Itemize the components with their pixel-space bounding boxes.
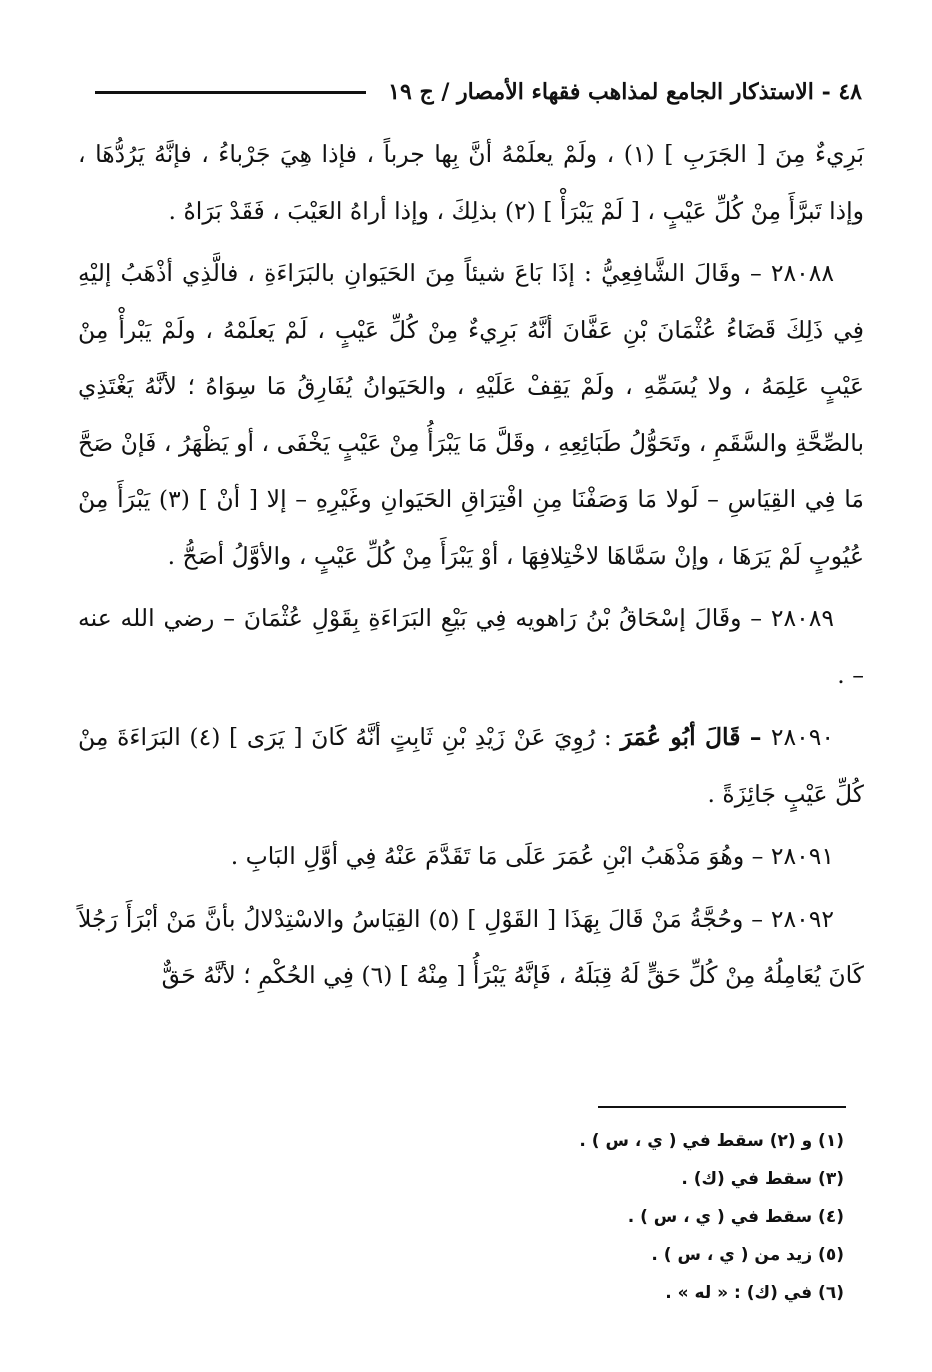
paragraph-28089 (78, 590, 864, 703)
footnote-separator (598, 1106, 846, 1108)
paragraph-28090 (78, 709, 864, 822)
footnote-item: (٥) زيد من ( ي ، س ) . (651, 1245, 844, 1265)
footnote-item: (٤) سقط في ( ي ، س ) . (627, 1207, 844, 1227)
paragraph-28088 (78, 245, 864, 584)
paragraph-number: ٢٨٠٨٩ (770, 604, 834, 632)
footnote-item: (١) و (٢) سقط في ( ي ، س ) . (579, 1131, 844, 1151)
header-rule (95, 91, 366, 94)
footnote-item: (٣) سقط في (ك) . (681, 1169, 844, 1189)
paragraph-text: – وقَالَ إسْحَاقُ بْنُ رَاهويه فِي بَيْعِ البَرَاءَةِ بِقَوْلِ عُثْمَانَ – رضي الله عنه – . (78, 604, 864, 689)
paragraph-text: بَرِيءٌ مِنَ [ الجَرَبِ ] (١) ، ولَمْ يعلَمْهُ أنَّ بِها جرباً ، فإذا هِيَ جَرْباءُ ، فإنَّهُ يَرُدُّهَا ، وإذا تَبرَّأَ مِنْ كُلِّ عَيْبٍ ، [ لَمْ يَبْرَأْ ] (٢) بذلِكَ ، وإذا أراهُ العَيْبَ ، فَقَدْ بَرَاهُ . (78, 140, 864, 225)
speaker-lead: – قَالَ أبُو عُمَرَ (620, 723, 771, 751)
paragraph-number: ٢٨٠٩٠ (770, 723, 835, 751)
paragraph-28091 (78, 828, 864, 885)
paragraph-28092 (78, 891, 864, 1004)
paragraph-text: – وقَالَ الشَّافِعِيُّ : إذَا بَاعَ شيئاً مِنَ الحَيَوانِ بالبَرَاءَةِ ، فالَّذِي أذْهَبُ إليْهِ فِي ذَلِكَ قَضَاءُ عُثْمَانَ بْنِ عَفَّانَ أنَّهُ بَرِيءٌ مِنْ كُلِّ عَيْبٍ ، لَمْ يَعلَمْهُ ، ولَمْ يَبْرأْ مِنْ عَيْبٍ عَلِمَهُ ، ولا يُسَمِّهِ ، ولَمْ يَقِفْ عَلَيْهِ ، والحَيَوانُ يُفَارِقُ مَا سِوَاهُ ؛ لأنَّهُ يَغْتَذِي بالصِّحَّةِ والسَّقَمِ ، وتَحَوُّلُ طَبَائِعِهِ ، وقَلَّ مَا يَبْرَأُ مِنْ عَيْبٍ يَخْفَى ، أو يَظْهَرُ ، فَإنْ صَحَّ مَا فِي القِيَاسِ – لَولا مَا وَصَفْنَا مِنِ افْتِرَاقِ الحَيَوانِ وغَيْرِهِ – إلا [ أنْ ] (٣) يَبْرَأَ مِنْ عُيُوبٍ لَمْ يَرَهَا ، وإنْ سَمَّاهَا لاخْتِلافِهَا ، أوْ يَبْرَأَ مِنْ كُلِّ عَيْبٍ ، والأوَّلُ أصَحُّ . (78, 259, 864, 570)
header-title: ٤٨ - الاستذكار الجامع لمذاهب فقهاء الأمصار / ج ١٩ (388, 79, 862, 105)
paragraph-text: – وهُوَ مَذْهَبُ ابْنِ عُمَرَ عَلَى مَا تَقَدَّمَ عَنْهُ فِي أوَّلِ البَابِ . (230, 842, 771, 870)
paragraph-continuation (78, 126, 864, 239)
main-text (78, 126, 864, 1010)
footnotes (579, 1122, 844, 1312)
paragraph-number: ٢٨٠٩٢ (770, 904, 834, 933)
paragraph-number: ٢٨٠٨٨ (770, 259, 834, 287)
running-header (95, 74, 862, 110)
footnote-item: (٦) في (ك) : « له » . (665, 1283, 844, 1303)
paragraph-number: ٢٨٠٩١ (770, 842, 834, 870)
paragraph-text: : رُوِيَ عَنْ زَيْدِ بْنِ ثَابِتٍ أنَّهُ كَانَ [ يَرَى ] (٤) البَرَاءَةَ مِنْ كُلِّ عَيْبٍ جَائِزَةً . (78, 723, 864, 808)
paragraph-text: – وحُجَّةُ مَنْ قَالَ بِهَذَا [ القَوْلِ ] (٥) القِيَاسُ والاسْتِدْلالُ بأنَّ مَنْ أبْرَأَ رَجُلاً كَانَ يُعَامِلُهُ مِنْ كُلِّ حَقٍّ لَهُ قِبَلَهُ ، فَإنَّهُ يَبْرَأُ [ مِنْهُ ] (٦) فِي الحُكْمِ ؛ لأنَّهُ حَقٌّ (78, 904, 864, 989)
